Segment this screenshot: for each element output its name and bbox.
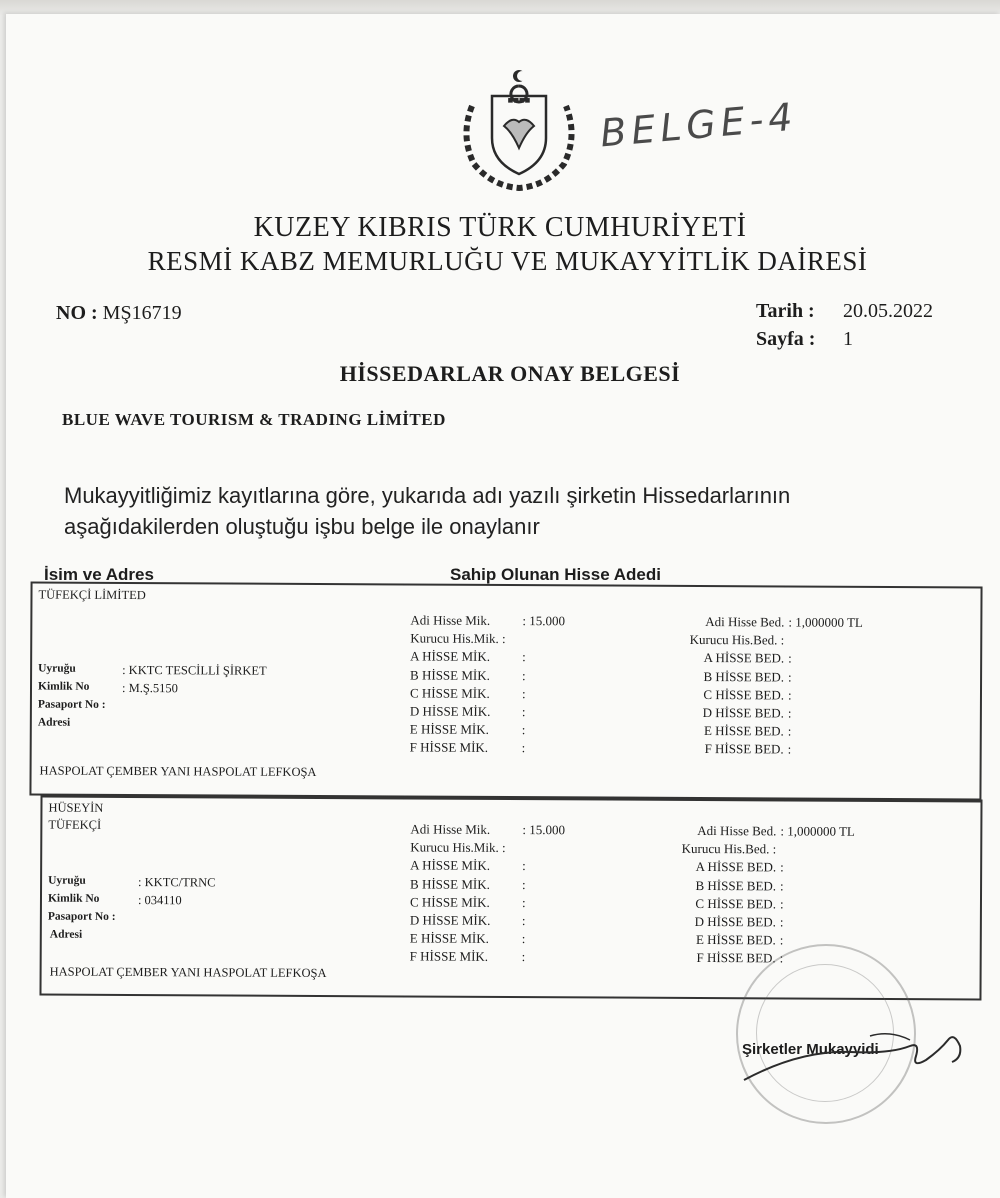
share-bed-row: A HİSSE BED. : — [695, 859, 784, 875]
kimlik-value: : 034110 — [137, 893, 182, 908]
share-bed-row: Adi Hisse Bed. : 1,000000 TL — [705, 614, 863, 630]
adres-label: Adresi — [49, 928, 83, 941]
share-value-list — [656, 822, 855, 968]
sayfa-value: 1 — [843, 328, 853, 350]
tarih-value: 20.05.2022 — [843, 300, 933, 322]
signature-icon — [740, 1010, 970, 1090]
share-qty-row: B HİSSE MİK. : — [410, 876, 526, 892]
share-qty-row: F HİSSE MİK. : — [409, 948, 526, 965]
document-number — [56, 302, 182, 325]
intro-paragraph: Mukayyitliğimiz kayıtlarına göre, yukarıda adı yazılı şirketin Hissedarlarının aşağıdakilerden oluştuğu işbu belge ile onaylanır — [64, 483, 791, 539]
shareholder-name-line2: TÜFEKÇİ — [48, 817, 102, 832]
share-bed-row: F HİSSE BED. : — [696, 950, 784, 966]
column-header-name: İsim ve Adres — [44, 565, 154, 584]
company-name: BLUE WAVE TOURISM & TRADING LİMİTED — [62, 410, 446, 429]
uyrugu-label: Uyruğu — [38, 662, 76, 675]
share-bed-row: B HİSSE BED. : — [695, 877, 784, 894]
header-line-2: RESMİ KABZ MEMURLUĞU VE MUKAYYİTLİK DAİRESİ — [147, 246, 868, 276]
share-bed-row: Adi Hisse Bed. : 1,000000 TL — [697, 822, 855, 839]
share-qty-row: E HİSSE MİK. : — [409, 930, 526, 947]
share-quantity-list — [409, 820, 566, 966]
share-quantity-list — [409, 611, 566, 757]
share-bed-row: C HİSSE BED. : — [695, 895, 784, 912]
signature-label: Şirketler Mukayyidi — [742, 1041, 879, 1058]
svg-text:■■■■: ■■■■ — [507, 97, 531, 104]
kimlik-label: Kimlik No — [37, 680, 90, 693]
address: HASPOLAT ÇEMBER YANI HASPOLAT LEFKOŞA — [49, 964, 327, 981]
uyrugu-value: : KKTC/TRNC — [138, 875, 216, 890]
document-title: HİSSEDARLAR ONAY BELGESİ — [339, 361, 681, 386]
share-qty-row: Adi Hisse Mik. : 15.000 — [410, 612, 566, 629]
share-bed-row: C HİSSE BED. : — [703, 686, 792, 703]
share-qty-row: D HİSSE MİK. : — [409, 912, 526, 929]
pasaport-label: Pasaport No : — [37, 698, 106, 711]
share-qty-row: A HİSSE MİK. : — [410, 648, 526, 665]
share-qty-row: A HİSSE MİK. : — [410, 857, 526, 874]
shareholder-name-line1: HÜSEYİN — [48, 800, 104, 815]
share-bed-row: F HİSSE BED. : — [704, 741, 792, 757]
share-bed-row: Kurucu His.Bed. : — [681, 841, 777, 857]
no-label: NO : — [56, 302, 98, 324]
tarih-label: Tarih : — [756, 300, 815, 322]
share-bed-row: E HİSSE BED. : — [695, 932, 784, 948]
pasaport-label: Pasaport No : — [47, 910, 116, 923]
share-qty-row: B HİSSE MİK. : — [410, 667, 526, 683]
share-value-list — [664, 613, 863, 759]
share-qty-row: Kurucu His.Mik. : — [410, 630, 506, 647]
header-line-1: KUZEY KIBRIS TÜRK CUMHURİYETİ — [253, 212, 747, 243]
share-bed-row: D HİSSE BED. : — [694, 913, 784, 930]
address: HASPOLAT ÇEMBER YANI HASPOLAT LEFKOŞA — [39, 763, 317, 780]
share-qty-row: Kurucu His.Mik. : — [410, 839, 506, 856]
no-value: MŞ16719 — [102, 302, 182, 324]
uyrugu-label: Uyruğu — [48, 874, 86, 887]
sayfa-label: Sayfa : — [756, 328, 816, 350]
uyrugu-value: : KKTC TESCİLLİ ŞİRKET — [122, 662, 267, 678]
state-emblem-icon — [452, 66, 586, 192]
share-qty-row: Adi Hisse Mik. : 15.000 — [410, 821, 566, 838]
share-qty-row: F HİSSE MİK. : — [409, 739, 526, 756]
share-qty-row: C HİSSE MİK. : — [409, 685, 526, 701]
share-bed-row: A HİSSE BED. : — [703, 650, 792, 666]
share-bed-row: E HİSSE BED. : — [703, 723, 792, 739]
share-qty-row: E HİSSE MİK. : — [409, 721, 526, 738]
shareholder-box — [29, 582, 982, 801]
handwritten-note: BELGE-4 — [598, 94, 800, 156]
kimlik-value: : M.Ş.5150 — [121, 680, 178, 696]
share-qty-row: D HİSSE MİK. : — [409, 703, 526, 720]
date-row — [756, 300, 933, 323]
adres-label: Adresi — [37, 716, 71, 729]
share-qty-row: C HİSSE MİK. : — [409, 894, 526, 910]
kimlik-label: Kimlik No — [47, 892, 100, 905]
page-row — [756, 328, 853, 351]
shareholder-name: TÜFEKÇİ LİMİTED — [38, 587, 146, 603]
share-bed-row: D HİSSE BED. : — [702, 705, 792, 721]
share-bed-row: Kurucu His.Bed. : — [689, 632, 785, 648]
column-header-shares: Sahip Olunan Hisse Adedi — [450, 565, 661, 584]
share-bed-row: B HİSSE BED. : — [703, 668, 792, 685]
